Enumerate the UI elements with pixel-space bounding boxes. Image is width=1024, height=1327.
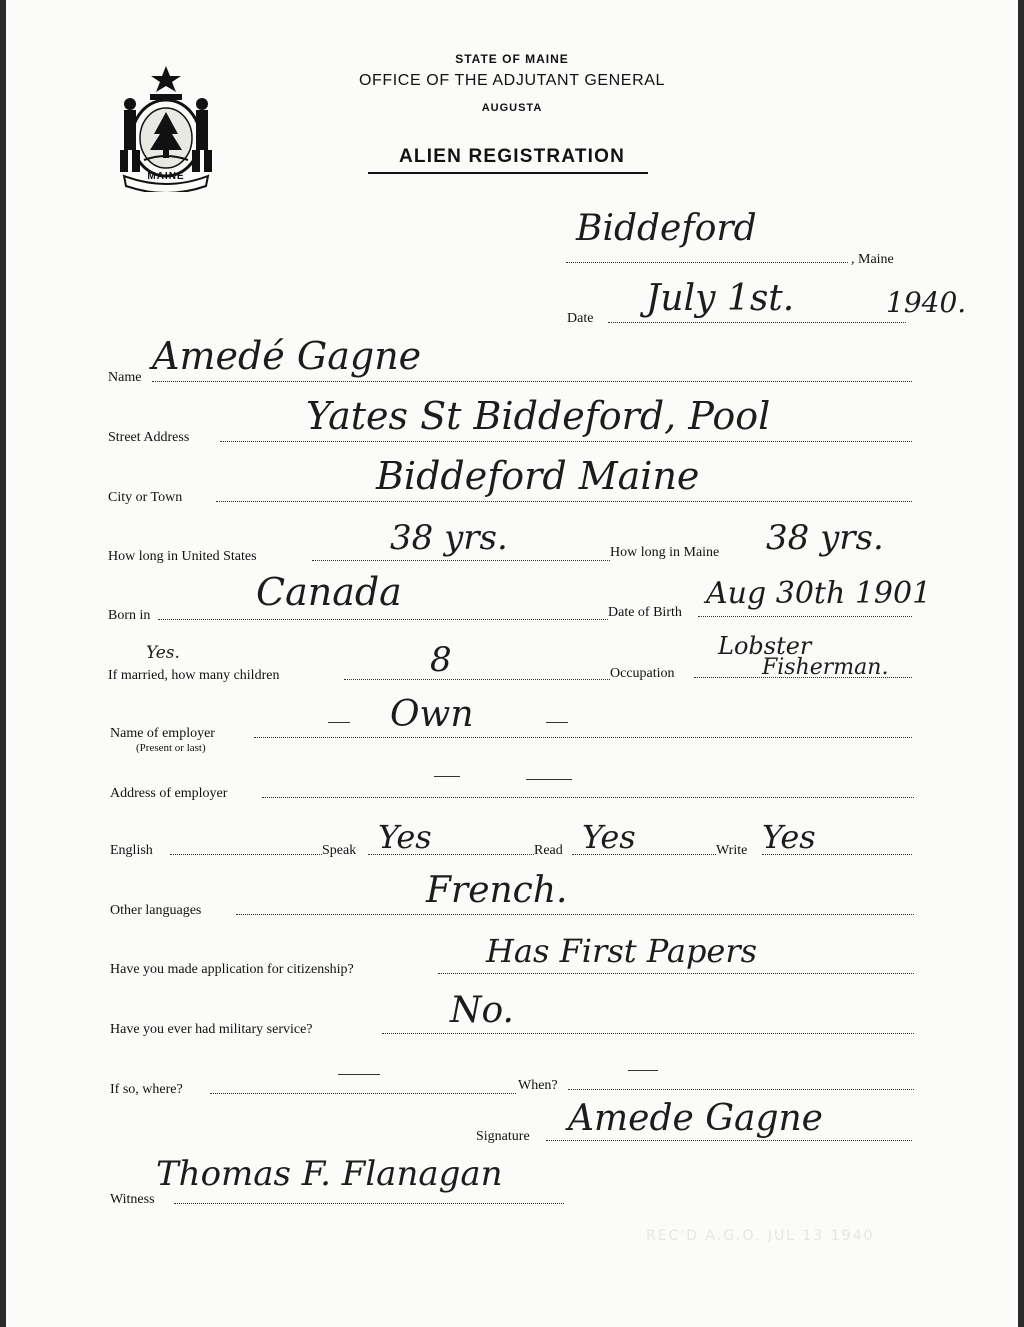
maine-years-label: How long in Maine [610,545,720,560]
date-entry: July 1st. [646,278,795,319]
married-entry: Yes. [146,643,180,663]
occupation-entry-line2: Fisherman. [762,655,889,680]
where-dash [338,1074,380,1075]
employer-dash-right [546,722,568,723]
place-line [566,262,848,263]
employer-label: Name of employer [110,726,215,741]
street-entry: Yates St Biddeford, Pool [306,394,771,438]
header-office: OFFICE OF THE ADJUTANT GENERAL [358,72,666,89]
header-state: STATE OF MAINE [455,52,569,66]
city-entry: Biddeford Maine [376,454,700,498]
occupation-label: Occupation [610,666,675,681]
employer-address-dash-right [526,779,572,780]
us-years-line [312,560,610,561]
read-label: Read [534,843,563,858]
place-entry: Biddeford [576,208,757,249]
when-dash [628,1070,658,1071]
us-years-entry: 38 yrs. [390,518,508,558]
english-line [170,854,322,855]
other-languages-label: Other languages [110,903,202,918]
name-line [152,381,912,382]
dob-entry: Aug 30th 1901 [706,576,932,611]
date-year-entry: 1940. [886,286,967,319]
citizenship-label: Have you made application for citizenship? [110,962,354,977]
employer-dash-left [328,722,350,723]
employer-address-line [262,797,914,798]
other-languages-entry: French. [426,870,568,911]
occupation-entry-line1: Lobster [718,632,812,660]
city-label: City or Town [108,490,183,505]
english-label: English [110,843,153,858]
employer-line [254,737,912,738]
write-label: Write [716,843,748,858]
street-line [220,441,912,442]
name-entry: Amedé Gagne [152,334,422,378]
where-line [210,1093,516,1094]
other-languages-line [236,914,914,915]
employer-address-label: Address of employer [110,786,228,801]
date-label: Date [567,311,594,326]
maine-years-entry: 38 yrs. [766,518,884,558]
signature-entry: Amede Gagne [568,1098,823,1139]
born-entry: Canada [256,570,402,614]
signature-line [546,1140,912,1141]
employer-address-dash-left [434,776,460,777]
children-entry: 8 [430,640,452,680]
write-entry: Yes [762,818,816,856]
born-line [158,619,608,620]
dob-label: Date of Birth [608,605,682,620]
street-label: Street Address [108,430,190,445]
when-line [568,1089,914,1090]
received-stamp: REC'D A.G.O. JUL 13 1940 [646,1228,875,1244]
registration-form [6,0,1018,1327]
us-years-label: How long in United States [108,549,257,564]
witness-line [174,1203,564,1204]
speak-label: Speak [322,843,357,858]
employer-entry: Own [390,694,474,735]
when-label: When? [518,1078,558,1093]
form-title: ALIEN REGISTRATION [398,146,626,167]
where-label: If so, where? [110,1082,183,1097]
married-label: If married, how many children [108,668,280,683]
read-entry: Yes [582,818,636,856]
witness-entry: Thomas F. Flanagan [156,1154,503,1194]
place-suffix-label: , Maine [851,252,894,267]
children-line [344,679,610,680]
signature-label: Signature [476,1129,530,1144]
citizenship-line [438,973,914,974]
header-city: AUGUSTA [481,102,543,114]
dob-line [698,616,912,617]
citizenship-entry: Has First Papers [486,932,758,970]
date-line [608,322,906,323]
military-line [382,1033,914,1034]
title-underline [368,172,648,174]
military-label: Have you ever had military service? [110,1022,313,1037]
employer-sublabel: (Present or last) [136,742,206,754]
name-label: Name [108,370,142,385]
city-line [216,501,912,502]
seal-motto: MAINE [147,171,185,182]
speak-entry: Yes [378,818,432,856]
military-entry: No. [450,990,514,1031]
witness-label: Witness [110,1192,155,1207]
born-label: Born in [108,608,151,623]
